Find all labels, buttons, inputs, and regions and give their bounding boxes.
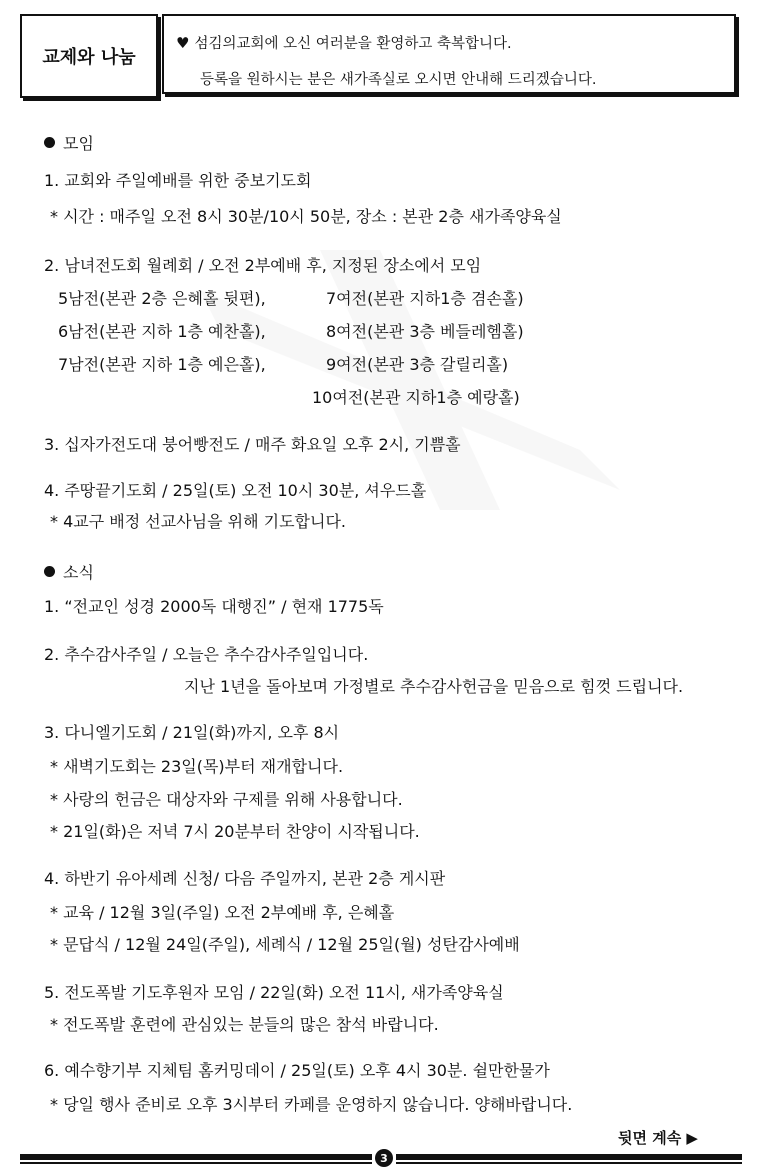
news-item-1: 1. “전교인 성경 2000독 대행진” / 현재 1775독	[44, 597, 384, 616]
meeting-item-2-left-3: 7남전(본관 지하 1층 예은홀),	[58, 355, 266, 374]
meeting-item-4: 4. 주땅끝기도회 / 25일(토) 오전 10시 30분, 셔우드홀	[44, 481, 427, 500]
meeting-item-1-note: * 시간 : 매주일 오전 8시 30분/10시 50분, 장소 : 본관 2층 새가족양육실	[50, 207, 562, 226]
news-item-2-note: 지난 1년을 돌아보며 가정별로 추수감사헌금을 믿음으로 힘껏 드립니다.	[184, 677, 684, 696]
news-item-5-note: * 전도폭발 훈련에 관심있는 분들의 많은 참석 바랍니다.	[50, 1015, 439, 1034]
news-item-4-note-1: * 교육 / 12월 3일(주일) 오전 2부예배 후, 은혜홀	[50, 903, 395, 922]
meeting-item-2: 2. 남녀전도회 월례회 / 오전 2부예배 후, 지정된 장소에서 모임	[44, 256, 482, 275]
news-item-3: 3. 다니엘기도회 / 21일(화)까지, 오후 8시	[44, 723, 340, 742]
news-item-4-note-2: * 문답식 / 12월 24일(주일), 세례식 / 12월 25일(월) 성탄감사예배	[50, 935, 520, 954]
meeting-item-2-right-2: 8여전(본관 3층 베들레헴홀)	[326, 322, 524, 341]
meeting-item-2-right-3: 9여전(본관 3층 갈릴리홀)	[326, 355, 509, 374]
meeting-item-3: 3. 십자가전도대 붕어빵전도 / 매주 화요일 오후 2시, 기쁨홀	[44, 435, 461, 454]
news-item-6: 6. 예수향기부 지체팀 홈커밍데이 / 25일(토) 오후 4시 30분. 쉴만한물가	[44, 1061, 550, 1080]
news-item-4: 4. 하반기 유아세례 신청/ 다음 주일까지, 본관 2층 게시판	[44, 869, 446, 888]
meeting-item-2-right-4: 10여전(본관 지하1층 예랑홀)	[312, 388, 520, 407]
meeting-item-4-note: * 4교구 배정 선교사님을 위해 기도합니다.	[50, 512, 346, 531]
news-item-3-note-1: * 새벽기도회는 23일(목)부터 재개합니다.	[50, 757, 344, 776]
welcome-box	[162, 14, 736, 94]
news-item-5: 5. 전도폭발 기도후원자 모임 / 22일(화) 오전 11시, 새가족양육실	[44, 983, 504, 1002]
meeting-item-2-left-2: 6남전(본관 지하 1층 예찬홀),	[58, 322, 266, 341]
news-item-3-note-3: * 21일(화)은 저녁 7시 20분부터 찬양이 시작됩니다.	[50, 822, 420, 841]
news-item-6-note: * 당일 행사 준비로 오후 3시부터 카페를 운영하지 않습니다. 양해바랍니다.	[50, 1095, 573, 1114]
meeting-item-1: 1. 교회와 주일예배를 위한 중보기도회	[44, 171, 312, 190]
section-heading-news: 소식	[44, 563, 94, 583]
bullet-icon	[44, 137, 55, 148]
footer-rule-left	[20, 1154, 372, 1160]
welcome-line-1: ♥ 섬김의교회에 오신 여러분을 환영하고 축복합니다.	[176, 34, 512, 52]
page-number: 3	[375, 1149, 393, 1167]
page-header	[20, 14, 740, 98]
continued-on-back-label: 뒷면 계속 ▶	[618, 1129, 698, 1147]
meeting-item-2-right-1: 7여전(본관 지하1층 겸손홀)	[326, 289, 524, 308]
meeting-item-2-left-1: 5남전(본관 2층 은혜홀 뒷편),	[58, 289, 266, 308]
section-title-box	[20, 14, 158, 98]
footer-rule-right	[396, 1154, 742, 1160]
news-item-2: 2. 추수감사주일 / 오늘은 추수감사주일입니다.	[44, 645, 369, 664]
heart-icon: ♥	[176, 34, 190, 52]
footer-bar	[20, 1151, 742, 1165]
welcome-line-2: 등록을 원하시는 분은 새가족실로 오시면 안내해 드리겠습니다.	[200, 72, 597, 88]
section-title: 교제와 나눔	[42, 47, 136, 68]
section-heading-meeting: 모임	[44, 134, 94, 154]
news-item-3-note-2: * 사랑의 헌금은 대상자와 구제를 위해 사용합니다.	[50, 790, 403, 809]
bullet-icon	[44, 566, 55, 577]
